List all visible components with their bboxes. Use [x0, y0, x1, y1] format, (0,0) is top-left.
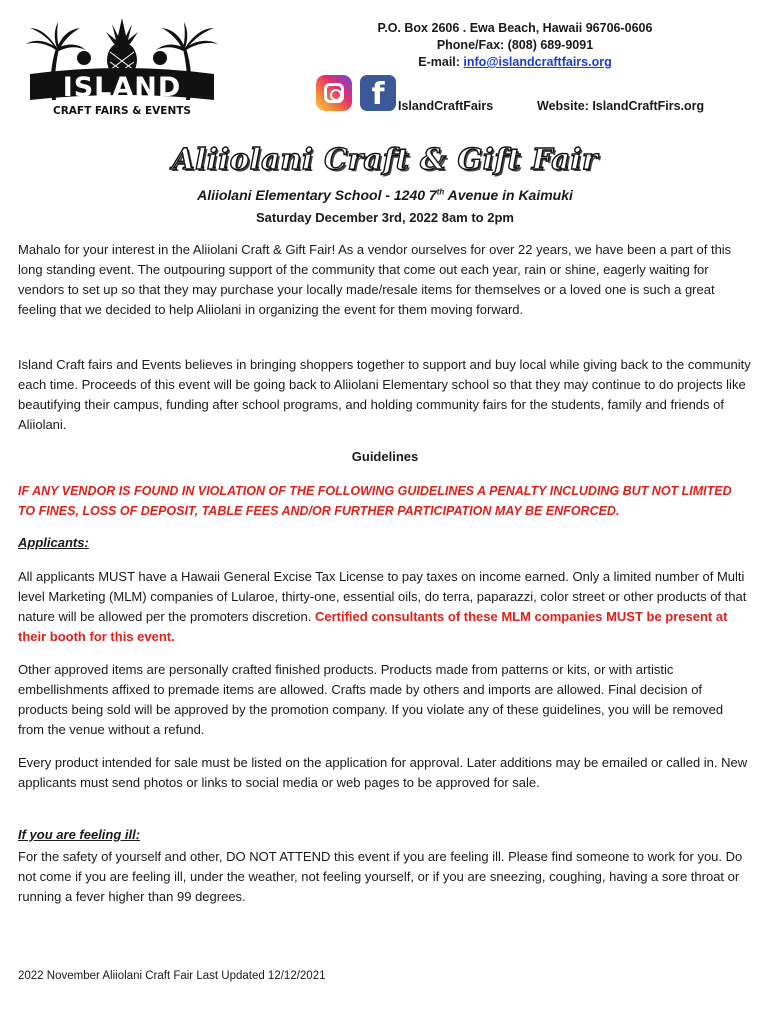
contact-block: [300, 20, 730, 71]
event-venue: Aliiolani Elementary School - 1240 7th Avenue in Kaimuki: [197, 187, 573, 203]
penalty-warning: IF ANY VENDOR IS FOUND IN VIOLATION OF THE FOLLOWING GUIDELINES A PENALTY INCLUDING BUT NOT LIMITED TO FINES, LOSS OF DEPOSIT, TABLE FEES AND/OR FURTHER PARTICIPATION MAY BE ENFORCED.: [18, 484, 732, 518]
intro-paragraph: Mahalo for your interest in the Aliiolani Craft & Gift Fair! As a vendor ourselves for over 22 years, we have been a part of this long standing event. The outpouring support of the community that come out each year, rain or shine, eagerly waiting for vendors to set up so that they may purchase your locally made/resale items for themselves or a loved one is such a great feeling that we decided to help Aliiolani in organizing the event for them moving forward.: [18, 242, 732, 317]
phone-line: Phone/Fax: (808) 689-9091: [436, 38, 594, 52]
mission-paragraph: Island Craft fairs and Events believes in bringing shoppers together to support and buy local while giving back to the community each time. Proceeds of this event will be going back to Aliiolani Elementary school so that they may continue to do projects like beautifying their campus, funding after school programs, and holding community fairs for the students, family and friends of Aliiolani.: [18, 357, 751, 432]
product-listing-paragraph: Every product intended for sale must be listed on the application for approval. Later additions may be emailed or called in. New applicants must send photos or links to social media or web pages to be approved for sale.: [18, 755, 748, 790]
social-handle: IslandCraftFairs: [398, 99, 494, 113]
address-line: P.O. Box 2606 . Ewa Beach, Hawaii 96706-0606: [377, 21, 653, 35]
instagram-icon[interactable]: [316, 75, 352, 111]
event-title: Aliiolani Craft & Gift Fair: [172, 142, 598, 176]
event-date: Saturday December 3rd, 2022 8am to 2pm: [256, 210, 514, 225]
illness-paragraph: For the safety of yourself and other, DO NOT ATTEND this event if you are feeling ill. Please find someone to work for you. Do not come if you are feeling ill, under the weather, not feeling yourself, or if you are sneezing, coughing, having a sore throat or running a fever higher than 99 degrees.: [18, 849, 743, 904]
svg-text:CRAFT FAIRS & EVENTS: CRAFT FAIRS & EVENTS: [52, 105, 192, 117]
applicants-heading: Applicants:: [18, 535, 89, 550]
email-link[interactable]: info@islandcraftfairs.org: [463, 55, 612, 69]
approved-items-paragraph: Other approved items are personally crafted finished products. Products made from patterns or kits, or with artistic embellishments affixed to premade items are allowed. Crafts made by others and imports are allowed. Final decision of products being sold will be approved by the promotion company. If you violate any of these guidelines, you will be removed from the venue without a refund.: [18, 662, 724, 737]
email-line: E-mail: info@islandcraftfairs.org: [418, 55, 612, 69]
mlm-requirement: Certified consultants of these MLM companies MUST be present at their booth for this event.: [18, 609, 728, 644]
facebook-icon[interactable]: f: [360, 75, 396, 111]
applicants-paragraph: All applicants MUST have a Hawaii General Excise Tax License to pay taxes on income earned. Only a limited number of Multi level Marketing (MLM) companies of Lularoe, thirty-one, essential oils, do terra, paparazzi, color street or other products of that nature will be allowed per the promoters discretion. Certified consultants of these MLM companies MUST be present at their booth for this event.: [18, 569, 747, 644]
website-line: Website: IslandCraftFirs.org: [537, 99, 705, 113]
island-craft-fairs-logo: [22, 14, 222, 126]
footer-text: 2022 November Aliiolani Craft Fair Last Updated 12/12/2021: [18, 970, 326, 982]
illness-heading: If you are feeling ill:: [18, 827, 141, 842]
guidelines-heading: Guidelines: [351, 449, 419, 464]
svg-text:ISLAND: ISLAND: [62, 72, 182, 103]
